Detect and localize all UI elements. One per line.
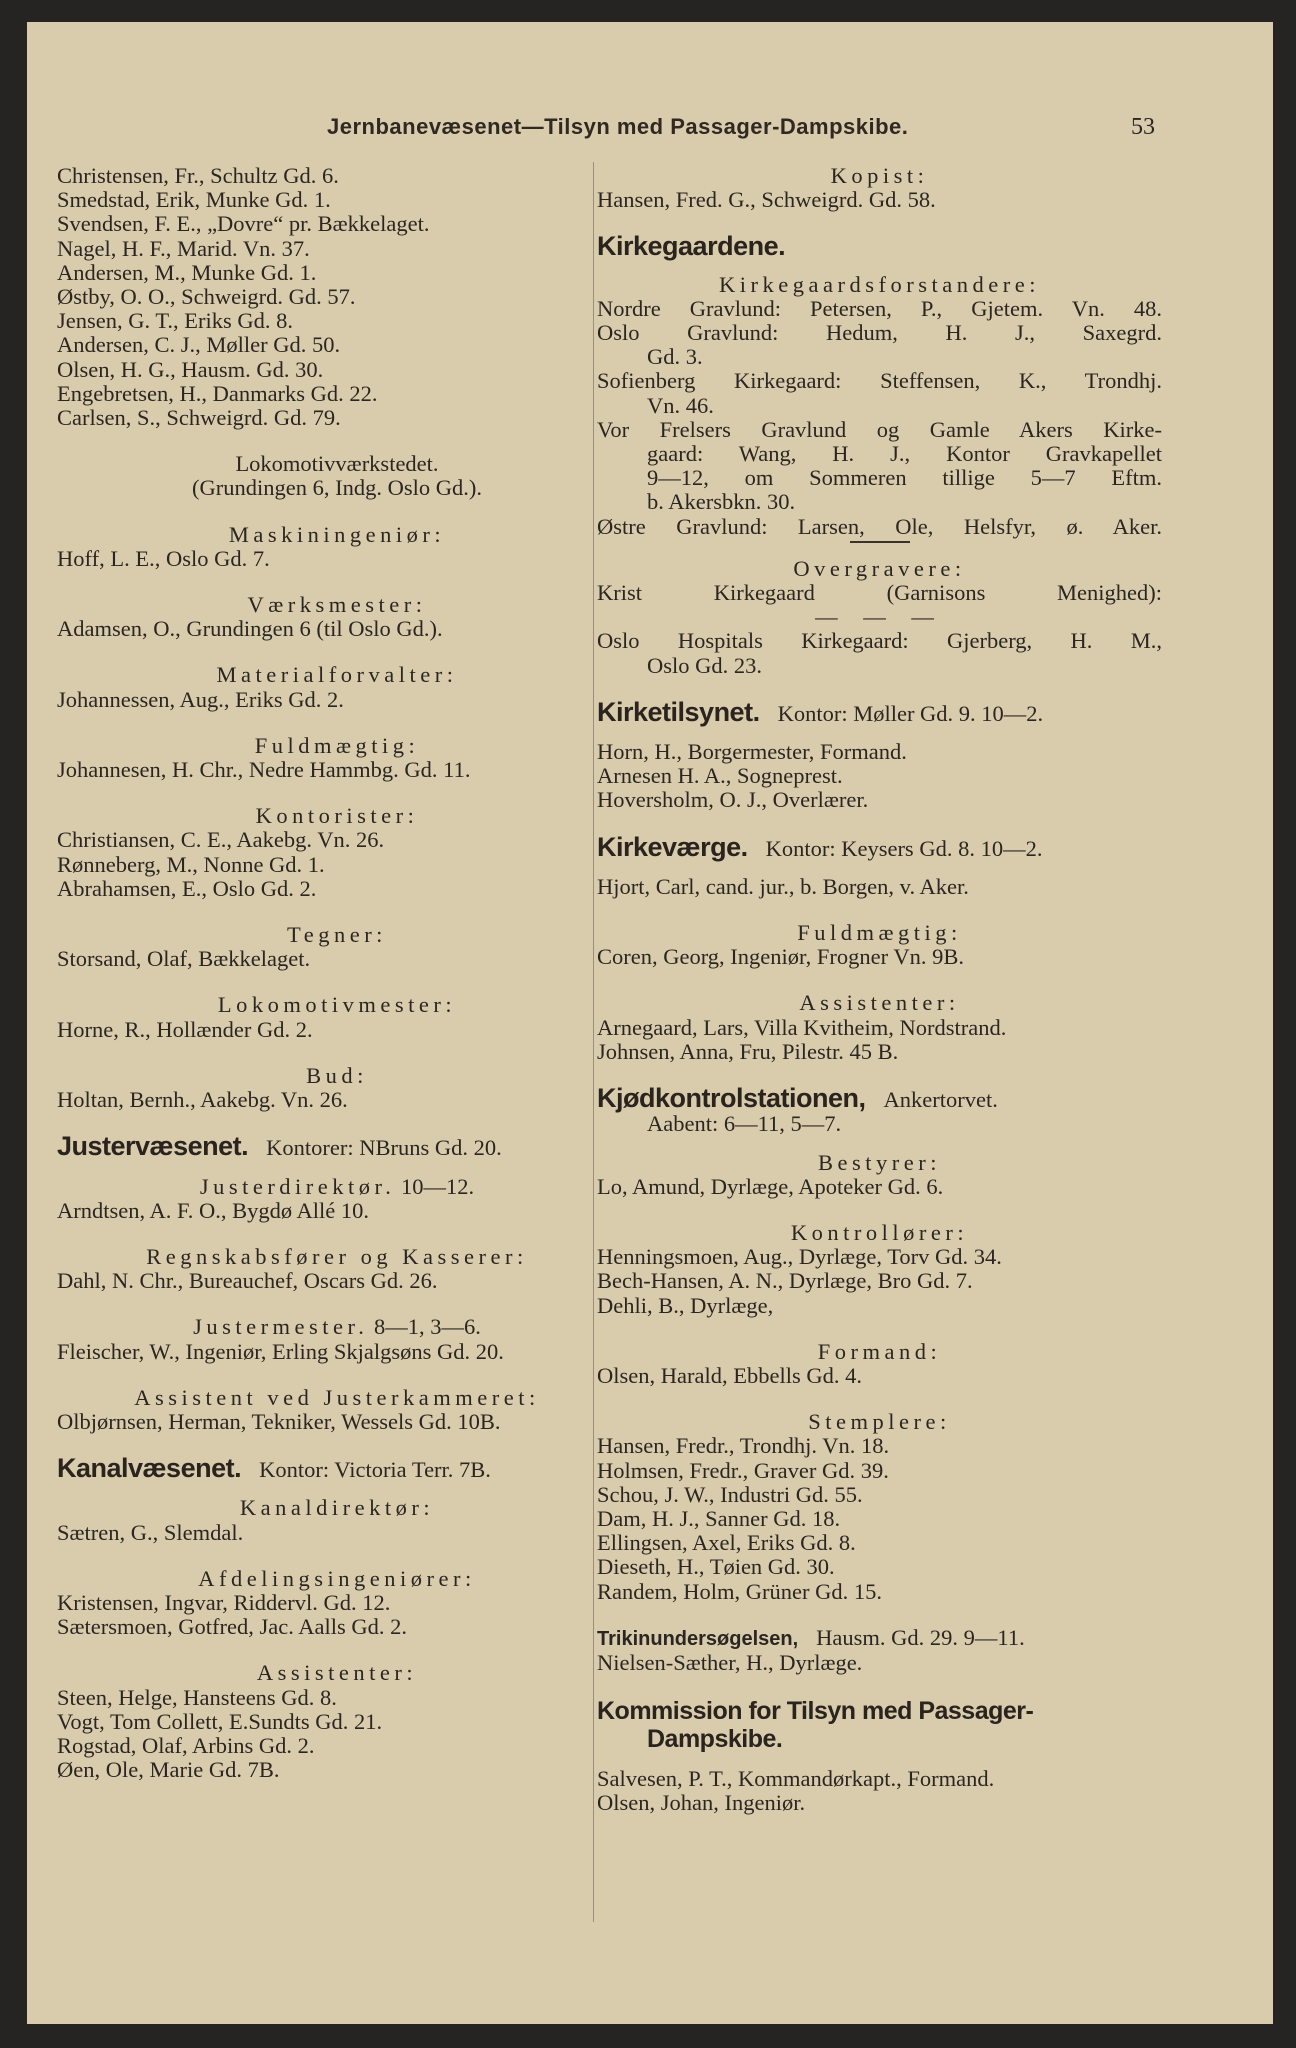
list-item: Abrahamsen, E., Oslo Gd. 2. xyxy=(57,875,317,901)
list-item: Olsen, H. G., Hausm. Gd. 30. xyxy=(57,356,324,382)
section-heading: Kirkeværge. xyxy=(597,831,748,862)
list-item: Olsen, Harald, Ebbells Gd. 4. xyxy=(597,1362,862,1388)
role-label: Kontorister: xyxy=(255,803,419,829)
list-item: Arndtsen, A. F. O., Bygdø Allé 10. xyxy=(57,1197,369,1223)
section-heading: Justervæsenet. xyxy=(57,1131,249,1162)
section-title: Lokomotivværkstedet. xyxy=(235,451,439,477)
list-item: Horn, H., Borgermester, Formand. xyxy=(597,739,907,765)
right-column xyxy=(597,164,1162,1816)
section-heading: Kirketilsynet. xyxy=(597,696,760,727)
list-item: Salvesen, P. T., Kommandørkapt., Formand. xyxy=(597,1766,995,1792)
list-item: Øen, Ole, Marie Gd. 7B. xyxy=(57,1757,280,1783)
list-item: Arnegaard, Lars, Villa Kvitheim, Nordstrand. xyxy=(597,1014,1007,1040)
role-label: Kanaldirektør: xyxy=(239,1495,435,1521)
section-heading-row xyxy=(57,1453,617,1484)
role-label: Bud: xyxy=(306,1062,368,1088)
list-item: Holtan, Bernh., Aakebg. Vn. 26. xyxy=(57,1087,348,1113)
role-label: Stemplere: xyxy=(808,1409,951,1435)
section-office: Kontor: Victoria Terr. 7B. xyxy=(259,1457,491,1483)
list-item: Nordre Gravlund: Petersen, P., Gjetem. Vn. 48. xyxy=(597,295,1162,321)
page-header xyxy=(27,114,1273,150)
page-number: 53 xyxy=(1131,114,1155,140)
list-item: Smedstad, Erik, Munke Gd. 1. xyxy=(57,187,331,213)
list-item-continued: Vn. 46. xyxy=(647,392,714,418)
role-label: Overgravere: xyxy=(793,555,966,581)
role-label: Justerdirektør. xyxy=(199,1173,396,1199)
list-item: Oslo Gravlund: Hedum, H. J., Saxegrd. xyxy=(597,320,1162,346)
list-item-continued: Gd. 3. xyxy=(647,344,703,370)
list-item: Jensen, G. T., Eriks Gd. 8. xyxy=(57,308,294,334)
section-office: Kontor: Keysers Gd. 8. 10—2. xyxy=(765,835,1043,861)
section-heading: Trikinundersøgelsen, xyxy=(597,1627,799,1650)
list-item: Coren, Georg, Ingeniør, Frogner Vn. 9B. xyxy=(597,944,964,970)
list-item: Johannessen, Aug., Eriks Gd. 2. xyxy=(57,686,344,712)
section-heading-continued: Dampskibe. xyxy=(647,1725,783,1754)
section-heading-row xyxy=(597,696,1162,727)
section-office: Kontorer: NBruns Gd. 20. xyxy=(266,1135,502,1161)
role-label: Materialforvalter: xyxy=(216,662,458,688)
list-item: Lo, Amund, Dyrlæge, Apoteker Gd. 6. xyxy=(597,1173,944,1199)
left-column xyxy=(57,164,617,1782)
list-item: Randem, Holm, Grüner Gd. 15. xyxy=(597,1578,882,1604)
section-heading: Kjødkontrolstationen, xyxy=(597,1083,866,1114)
list-item: Østby, O. O., Schweigrd. Gd. 57. xyxy=(57,284,356,310)
list-item: Steen, Helge, Hansteens Gd. 8. xyxy=(57,1684,337,1710)
list-item: Krist Kirkegaard (Garnisons Menighed): xyxy=(597,580,1162,606)
list-item: Johannesen, H. Chr., Nedre Hammbg. Gd. 11. xyxy=(57,757,471,783)
role-label: Kirkegaardsforstandere: xyxy=(719,271,1040,297)
list-item: Fleischer, W., Ingeniør, Erling Skjalgsøns Gd. 20. xyxy=(57,1338,504,1364)
list-item: Vogt, Tom Collett, E.Sundts Gd. 21. xyxy=(57,1708,383,1734)
list-item: Dehli, B., Dyrlæge, xyxy=(597,1292,774,1318)
role-label: Tegner: xyxy=(287,922,387,948)
section-office: Hausm. Gd. 29. 9—11. xyxy=(816,1624,1025,1650)
list-item: Engebretsen, H., Danmarks Gd. 22. xyxy=(57,380,378,406)
role-label: Bestyrer: xyxy=(818,1149,941,1175)
list-item: Hoversholm, O. J., Overlærer. xyxy=(597,787,869,813)
role-label: Formand: xyxy=(817,1338,942,1364)
list-item: Andersen, C. J., Møller Gd. 50. xyxy=(57,332,341,358)
list-item: Hoff, L. E., Oslo Gd. 7. xyxy=(57,545,270,571)
list-item-continued: b. Akersbkn. 30. xyxy=(647,489,796,515)
list-item: Rønneberg, M., Nonne Gd. 1. xyxy=(57,851,325,877)
list-item: Schou, J. W., Industri Gd. 55. xyxy=(597,1481,863,1507)
list-item: Sætren, G., Slemdal. xyxy=(57,1519,244,1545)
opening-hours: Aabent: 6—11, 5—7. xyxy=(647,1111,842,1137)
role-label: Regnskabsfører og Kasserer: xyxy=(146,1243,528,1269)
book-page xyxy=(27,22,1273,2024)
placeholder-dashes: — — — xyxy=(815,604,944,630)
role-label: Fuldmægtig: xyxy=(254,732,420,758)
role-hours: 8—1, 3—6. xyxy=(374,1314,481,1340)
list-item: Oslo Hospitals Kirkegaard: Gjerberg, H. M., xyxy=(597,628,1162,654)
list-item: Bech-Hansen, A. N., Dyrlæge, Bro Gd. 7. xyxy=(597,1268,973,1294)
role-label: Maskiningeniør: xyxy=(228,521,446,547)
list-item: Hansen, Fred. G., Schweigrd. Gd. 58. xyxy=(597,187,936,213)
list-item: Kristensen, Ingvar, Riddervl. Gd. 12. xyxy=(57,1589,391,1615)
list-item: Holmsen, Fredr., Graver Gd. 39. xyxy=(597,1457,889,1483)
list-item: Arnesen H. A., Sogneprest. xyxy=(597,763,843,789)
section-heading: Kommission for Tilsyn med Passager- xyxy=(597,1697,1034,1726)
list-item: Vor Frelsers Gravlund og Gamle Akers Kirke- xyxy=(597,416,1162,442)
list-item: Olsen, Johan, Ingeniør. xyxy=(597,1790,806,1816)
section-heading: Kirkegaardene. xyxy=(597,231,786,262)
role-label: Assistent ved Justerkammeret: xyxy=(134,1384,540,1410)
list-item-continued: gaard: Wang, H. J., Kontor Gravkapellet xyxy=(647,441,1162,467)
role-label: Justermester. xyxy=(193,1314,369,1340)
list-item: Rogstad, Olaf, Arbins Gd. 2. xyxy=(57,1732,315,1758)
list-item: Carlsen, S., Schweigrd. Gd. 79. xyxy=(57,405,341,431)
section-heading-row xyxy=(597,1626,1162,1651)
list-item-continued: 9—12, om Sommeren tillige 5—7 Eftm. xyxy=(647,465,1162,491)
role-label: Kontrollører: xyxy=(790,1219,969,1245)
list-item: Dieseth, H., Tøien Gd. 30. xyxy=(597,1554,835,1580)
role-row xyxy=(57,1315,617,1339)
section-office: Kontor: Møller Gd. 9. 10—2. xyxy=(777,700,1044,726)
list-item: Sætersmoen, Gotfred, Jac. Aalls Gd. 2. xyxy=(57,1614,407,1640)
section-address: (Grundingen 6, Indg. Oslo Gd.). xyxy=(192,475,482,501)
list-item: Andersen, M., Munke Gd. 1. xyxy=(57,259,317,285)
role-label: Assistenter: xyxy=(799,990,960,1016)
list-item-continued: Oslo Gd. 23. xyxy=(647,652,763,678)
list-item: Hansen, Fredr., Trondhj. Vn. 18. xyxy=(597,1433,890,1459)
role-label: Værksmester: xyxy=(247,592,427,618)
role-label: Afdelingsingeniører: xyxy=(198,1565,476,1591)
list-item: Horne, R., Hollænder Gd. 2. xyxy=(57,1016,313,1042)
section-heading-row xyxy=(597,1083,1162,1114)
list-item: Nielsen-Sæther, H., Dyrlæge. xyxy=(597,1649,863,1675)
section-office: Ankertorvet. xyxy=(883,1087,998,1113)
list-item: Svendsen, F. E., „Dovre“ pr. Bækkelaget. xyxy=(57,211,430,237)
list-item: Nagel, H. F., Marid. Vn. 37. xyxy=(57,235,310,261)
list-item: Olbjørnsen, Herman, Tekniker, Wessels Gd. 10B. xyxy=(57,1408,501,1434)
role-label: Assistenter: xyxy=(256,1660,418,1686)
list-item: Dam, H. J., Sanner Gd. 18. xyxy=(597,1505,841,1531)
role-label: Kopist: xyxy=(830,163,929,188)
section-heading-row xyxy=(597,831,1162,862)
list-item: Dahl, N. Chr., Bureauchef, Oscars Gd. 26. xyxy=(57,1268,438,1294)
list-item: Christensen, Fr., Schultz Gd. 6. xyxy=(57,163,339,188)
list-item: Østre Gravlund: Larsen, Ole, Helsfyr, ø. Aker. xyxy=(597,513,1162,539)
running-title: Jernbanevæsenet—Tilsyn med Passager-Dampskibe. xyxy=(327,114,909,139)
list-item: Adamsen, O., Grundingen 6 (til Oslo Gd.). xyxy=(57,616,443,642)
list-item: Christiansen, C. E., Aakebg. Vn. 26. xyxy=(57,827,385,853)
section-heading: Kanalvæsenet. xyxy=(57,1453,242,1484)
list-item: Ellingsen, Axel, Eriks Gd. 8. xyxy=(597,1530,856,1556)
section-heading-row xyxy=(57,1131,617,1162)
role-label: Lokomotivmester: xyxy=(217,992,457,1018)
role-row xyxy=(57,1175,617,1199)
name-list-top xyxy=(57,164,617,430)
list-item: Sofienberg Kirkegaard: Steffensen, K., Trondhj. xyxy=(597,368,1162,394)
role-hours: 10—12. xyxy=(401,1173,475,1199)
list-item: Hjort, Carl, cand. jur., b. Borgen, v. Aker. xyxy=(597,873,969,899)
list-item: Storsand, Olaf, Bækkelaget. xyxy=(57,946,311,972)
role-label: Fuldmægtig: xyxy=(797,920,962,946)
list-item: Johnsen, Anna, Fru, Pilestr. 45 B. xyxy=(597,1038,899,1064)
list-item: Henningsmoen, Aug., Dyrlæge, Torv Gd. 34. xyxy=(597,1244,1002,1270)
